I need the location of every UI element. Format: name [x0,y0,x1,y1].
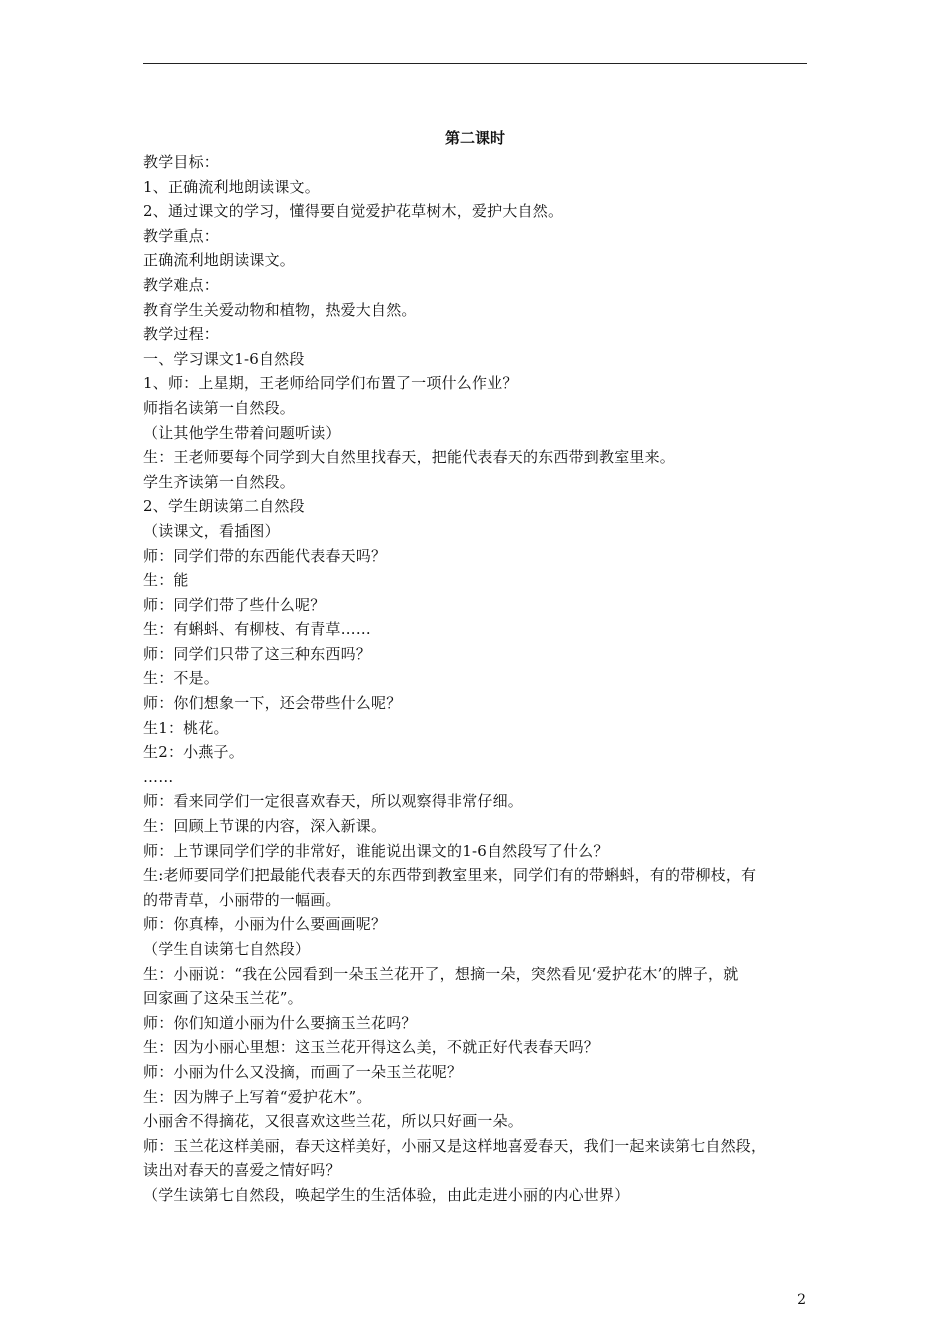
text-line: 教学过程： [143,325,220,344]
document-body [143,150,809,1208]
text-line: 生：不是。 [143,669,220,688]
text-line: （学生读第七自然段，唤起学生的生活体验，由此走进小丽的内心世界） [143,1185,630,1204]
text-line: 教学目标： [143,153,220,171]
text-line: 1、正确流利地朗读课文。 [143,177,320,196]
text-line: 教育学生关爱动物和植物，热爱大自然。 [143,300,417,319]
text-line: 生：能 [143,571,189,590]
page-number: 2 [797,1292,806,1308]
text-line: 生1：桃花。 [143,718,229,737]
text-line: 师：上节课同学们学的非常好，谁能说出课文的1-6自然段写了什么？ [143,841,609,860]
text-line: 2、通过课文的学习，懂得要自觉爱护花草树木，爱护大自然。 [143,202,564,221]
text-line: 一、学习课文1-6自然段 [143,349,305,368]
text-line: （读课文，看插图） [143,521,280,540]
text-line: 教学重点： [143,226,220,245]
text-line: 师：小丽为什么又没摘，而画了一朵玉兰花呢？ [143,1062,463,1081]
text-line: 小丽舍不得摘花，又很喜欢这些兰花，所以只好画一朵。 [143,1112,524,1131]
text-line: 生：因为小丽心里想：这玉兰花开得这么美，不就正好代表春天吗？ [143,1038,600,1057]
text-line: （学生自读第七自然段） [143,940,311,958]
text-line: 生：因为牌子上写着“爱护花木”。 [143,1087,372,1106]
text-line: 师：同学们带了些什么呢？ [143,595,326,614]
text-line: （让其他学生带着问题听读） [143,423,341,442]
header-rule [143,63,807,64]
text-line: 教学难点： [143,275,220,294]
text-line: 生:老师要同学们把最能代表春天的东西带到教室里来，同学们有的带蝌蚪，有的带柳枝，有 [143,866,757,885]
text-line: 正确流利地朗读课文。 [143,251,296,270]
text-line: 生：小丽说：“我在公园看到一朵玉兰花开了，想摘一朵，突然看见‘爱护花木’的牌子，就 [143,964,739,983]
text-line: 生：有蝌蚪、有柳枝、有青草…… [143,620,372,639]
text-line: 学生齐读第一自然段。 [143,472,296,491]
text-line: 1、师：上星期，王老师给同学们布置了一项什么作业？ [143,374,518,393]
text-line: 生2：小燕子。 [143,743,244,762]
text-line: 生：王老师要每个同学到大自然里找春天，把能代表春天的东西带到教室里来。 [143,448,676,467]
text-line: 师：你真棒，小丽为什么要画画呢？ [143,915,387,934]
text-line: …… [143,767,174,786]
text-line: 师：同学们只带了这三种东西吗？ [143,644,372,663]
text-line: 师：玉兰花这样美丽，春天这样美好，小丽又是这样地喜爱春天，我们一起来读第七自然段， [143,1136,767,1155]
text-line: 2、学生朗读第二自然段 [143,497,305,516]
text-line: 师：同学们带的东西能代表春天吗？ [143,546,387,565]
page-title: 第二课时 [444,129,505,147]
text-line: 师指名读第一自然段。 [143,398,296,417]
text-line: 师：你们想象一下，还会带些什么呢？ [143,694,402,713]
text-line: 师：看来同学们一定很喜欢春天，所以观察得非常仔细。 [143,792,524,811]
text-line: 读出对春天的喜爱之情好吗？ [143,1161,341,1180]
text-line: 的带青草，小丽带的一幅画。 [143,890,341,909]
text-line: 师：你们知道小丽为什么要摘玉兰花吗？ [143,1013,417,1032]
text-line: 生：回顾上节课的内容，深入新课。 [143,817,387,836]
text-line: 回家画了这朵玉兰花”。 [143,989,303,1008]
